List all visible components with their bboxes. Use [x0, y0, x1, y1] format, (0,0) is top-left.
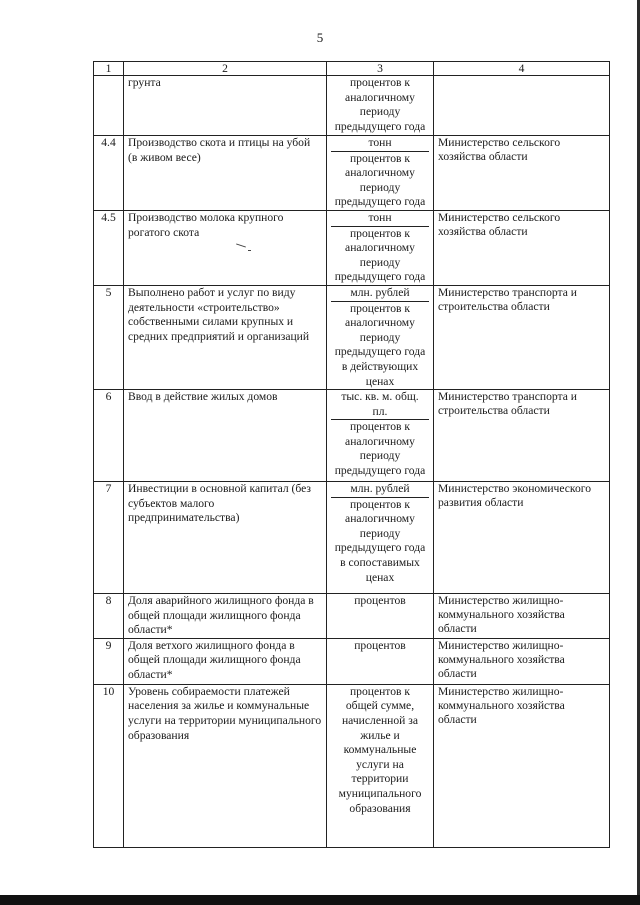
unit-cell	[327, 482, 434, 594]
indicator-name: Доля аварийного жилищного фонда в общей площади жилищного фонда области*	[124, 594, 327, 639]
row-number	[94, 76, 124, 136]
unit-percent-label: процентов к аналогичному периоду предыдущего года	[334, 151, 426, 209]
table-row	[94, 482, 610, 594]
ministry-cell: Министерство экономического развития области	[434, 482, 610, 594]
indicator-name: грунта	[124, 76, 327, 136]
table-row	[94, 76, 610, 136]
ministry-cell: Министерство транспорта и строительства области	[434, 285, 610, 389]
table-row	[94, 136, 610, 211]
table-row	[94, 594, 610, 639]
table-row	[94, 684, 610, 847]
row-number: 5	[94, 285, 124, 389]
ministry-cell: Министерство сельского хозяйства области	[434, 210, 610, 285]
unit-label: процентов	[354, 594, 406, 608]
unit-percent-label: процентов к аналогичному периоду предыдущего года в сопоставимых ценах	[334, 497, 426, 584]
unit-label: млн. рублей	[331, 286, 429, 302]
table-row	[94, 210, 610, 285]
page-number: 5	[316, 30, 324, 45]
row-number: 4.5	[94, 210, 124, 285]
table-header-row	[94, 62, 610, 76]
row-number: 9	[94, 638, 124, 684]
unit-label: процентов к аналогичному периоду предыдущего года	[334, 76, 426, 133]
column-header: 1	[94, 62, 124, 76]
unit-label: процентов	[354, 638, 406, 652]
ministry-cell: Министерство сельского хозяйства области	[434, 136, 610, 211]
unit-cell	[327, 76, 434, 136]
scan-edge-bottom	[0, 895, 640, 905]
unit-cell	[327, 390, 434, 482]
unit-label: млн. рублей	[331, 482, 429, 498]
indicator-name: Производство молока крупного рогатого скота	[124, 210, 327, 285]
unit-percent-label: процентов к аналогичному периоду предыдущего года	[334, 226, 426, 284]
ministry-cell: Министерство жилищно-коммунального хозяйства области	[434, 594, 610, 639]
indicator-name: Уровень собираемости платежей населения за жилье и коммунальные услуги на территории муниципального образования	[124, 684, 327, 847]
table-row	[94, 285, 610, 389]
unit-label: тыс. кв. м. общ. пл.	[331, 390, 429, 420]
unit-label: процентов к общей сумме, начисленной за жилье и коммунальные услуги на территории муниципального образования	[338, 684, 422, 815]
unit-cell	[327, 210, 434, 285]
indicator-name: Выполнено работ и услуг по виду деятельности «строительство» собственными силами крупных и средних предприятий и организаций	[124, 285, 327, 389]
ministry-cell	[434, 76, 610, 136]
unit-cell	[327, 136, 434, 211]
unit-label: тонн	[331, 211, 429, 227]
ministry-cell: Министерство транспорта и строительства области	[434, 390, 610, 482]
table-row	[94, 638, 610, 684]
unit-cell	[327, 684, 434, 847]
column-header: 2	[124, 62, 327, 76]
column-header: 4	[434, 62, 610, 76]
scan-mark	[248, 250, 251, 251]
row-number: 4.4	[94, 136, 124, 211]
unit-cell	[327, 638, 434, 684]
row-number: 7	[94, 482, 124, 594]
indicator-name: Инвестиции в основной капитал (без субъектов малого предпринимательства)	[124, 482, 327, 594]
indicator-name: Производство скота и птицы на убой (в живом весе)	[124, 136, 327, 211]
row-number: 6	[94, 390, 124, 482]
indicator-name: Ввод в действие жилых домов	[124, 390, 327, 482]
table-row	[94, 390, 610, 482]
unit-cell	[327, 285, 434, 389]
indicator-name: Доля ветхого жилищного фонда в общей площади жилищного фонда области*	[124, 638, 327, 684]
unit-cell	[327, 594, 434, 639]
unit-percent-label: процентов к аналогичному периоду предыдущего года	[334, 420, 426, 478]
row-number: 8	[94, 594, 124, 639]
row-number: 10	[94, 684, 124, 847]
unit-label: тонн	[331, 136, 429, 152]
ministry-cell: Министерство жилищно-коммунального хозяйства области	[434, 638, 610, 684]
unit-percent-label: процентов к аналогичному периоду предыдущего года в действующих ценах	[334, 301, 426, 388]
indicators-table	[93, 61, 610, 848]
ministry-cell: Министерство жилищно-коммунального хозяйства области	[434, 684, 610, 847]
column-header: 3	[327, 62, 434, 76]
